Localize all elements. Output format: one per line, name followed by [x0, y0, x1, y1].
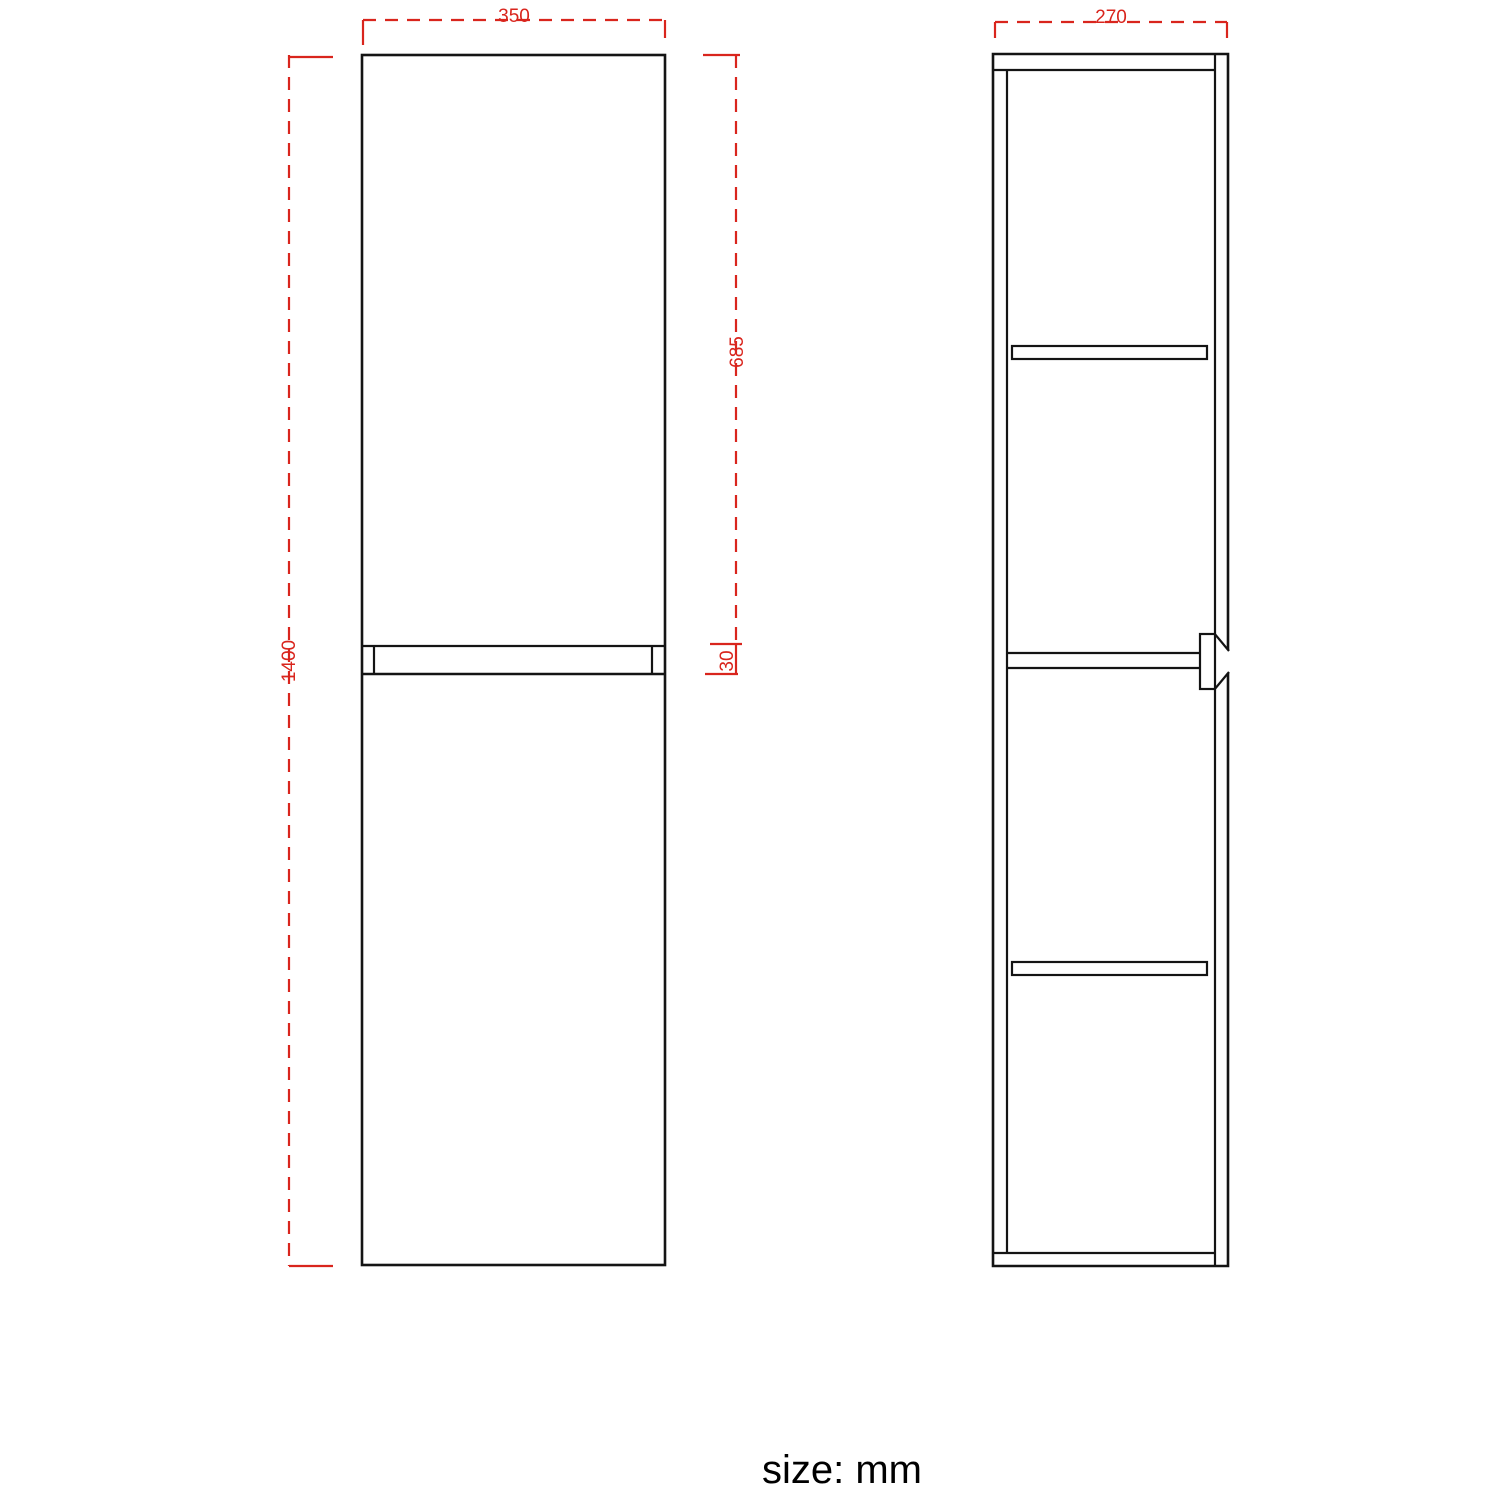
upper-door-label: 685 [727, 336, 748, 368]
front-width-label: 350 [498, 6, 530, 27]
upper-shelf [1012, 346, 1207, 359]
units-caption: size: mm [762, 1448, 922, 1492]
front-height-label: 1400 [279, 639, 300, 683]
lower-shelf [1012, 962, 1207, 975]
dimension-upper-door [703, 55, 748, 644]
side-depth-label: 270 [1095, 7, 1127, 28]
divider-label: 30 [717, 650, 738, 672]
side-view [993, 54, 1229, 1266]
dimension-divider [705, 644, 738, 674]
dimension-side-depth [995, 7, 1227, 38]
side-view-outline [993, 54, 1228, 1266]
dimension-front-height [279, 55, 333, 1266]
divider-side-profile [1200, 634, 1215, 689]
dimension-front-width [363, 6, 665, 45]
front-view-outline [362, 55, 665, 1265]
dimension-annotations [279, 6, 1227, 1266]
front-view [362, 55, 665, 1265]
